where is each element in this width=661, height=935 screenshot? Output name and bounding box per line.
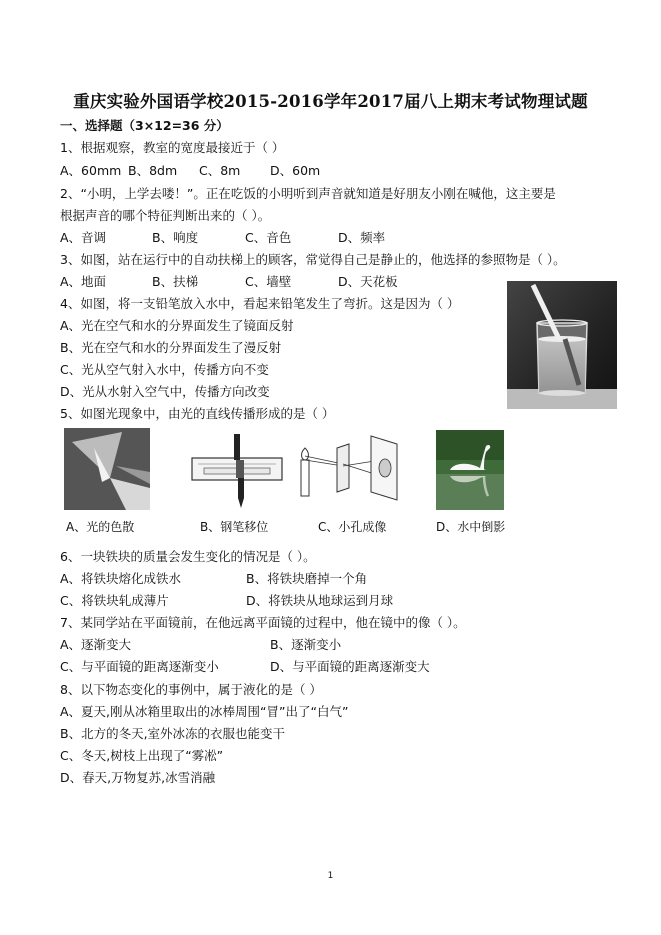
pen-shift-drawing [188,428,288,510]
q1-option-d: D、60m [270,163,321,178]
question-1-stem: 1、根据观察，教室的宽度最接近于（ ） [60,140,285,155]
question-2-stem-line2: 根据声音的哪个特征判断出来的（ ）。 [60,208,271,223]
page-number: 1 [327,871,334,881]
q8-option-a: A、夏天,刚从冰箱里取出的冰棒周围“冒”出了“白气” [60,704,349,719]
q7-option-a: A、逐渐变大 [60,637,132,652]
q3-option-c: C、墙壁 [245,274,292,289]
q7-option-b: B、逐渐变小 [270,637,342,652]
question-6-stem: 6、一块铁块的质量会发生变化的情况是（ ）。 [60,549,316,564]
q4-option-c: C、光从空气射入水中，传播方向不变 [60,362,269,377]
q4-option-a: A、光在空气和水的分界面发生了镜面反射 [60,318,294,333]
q2-option-d: D、频率 [338,230,386,245]
q5-caption-c: C、小孔成像 [318,520,387,534]
question-2-stem-line1: 2、“小明，上学去喽！”。正在吃饭的小明听到声音就知道是好朋友小刚在喊他，这主要是 [60,186,556,201]
q6-option-c: C、将铁块轧成薄片 [60,593,169,608]
question-4-stem: 4、如图，将一支铅笔放入水中，看起来铅笔发生了弯折。这是因为（ ） [60,296,460,311]
q8-option-c: C、冬天,树枝上出现了“雾凇” [60,748,224,763]
page-title: 重庆实验外国语学校2015-2016学年2017届八上期末考试物理试题 [73,92,588,111]
prism-dispersion-photo [64,428,150,510]
q5-caption-a: A、光的色散 [66,520,135,534]
q2-option-a: A、音调 [60,230,107,245]
q7-option-c: C、与平面镜的距离逐渐变小 [60,659,219,674]
q6-option-b: B、将铁块磨掉一个角 [246,571,368,586]
question-7-stem: 7、某同学站在平面镜前，在他远离平面镜的过程中，他在镜中的像（ ）。 [60,615,466,630]
q1-option-c: C、8m [199,163,241,178]
q3-option-a: A、地面 [60,274,107,289]
q6-option-d: D、将铁块从地球运到月球 [246,593,394,608]
q3-option-b: B、扶梯 [152,274,199,289]
q8-option-b: B、北方的冬天,室外冰冻的衣服也能变干 [60,726,286,741]
q5-caption-b: B、钢笔移位 [200,520,269,534]
q7-option-d: D、与平面镜的距离逐渐变大 [270,659,430,674]
q1-option-b: B、8dm [128,163,178,178]
q4-option-b: B、光在空气和水的分界面发生了漫反射 [60,340,282,355]
pencil-in-water-photo [507,281,617,409]
q8-option-d: D、春天,万物复苏,冰雪消融 [60,770,216,785]
q4-option-d: D、光从水射入空气中，传播方向改变 [60,384,270,399]
q2-option-b: B、响度 [152,230,199,245]
section-heading: 一、选择题（3×12=36 分） [60,118,229,133]
q3-option-d: D、天花板 [338,274,398,289]
q6-option-a: A、将铁块熔化成铁水 [60,571,182,586]
question-3-stem: 3、如图，站在运行中的自动扶梯上的顾客，常觉得自己是静止的，他选择的参照物是（ ）。 [60,252,566,267]
question-8-stem: 8、以下物态变化的事例中，属于液化的是（ ） [60,682,322,697]
question-5-stem: 5、如图光现象中，由光的直线传播形成的是（ ） [60,406,335,421]
pinhole-camera-drawing [293,430,403,510]
q1-option-a: A、60mm [60,163,122,178]
q2-option-c: C、音色 [245,230,292,245]
q5-caption-d: D、水中倒影 [436,520,506,534]
swan-reflection-photo [436,430,504,510]
